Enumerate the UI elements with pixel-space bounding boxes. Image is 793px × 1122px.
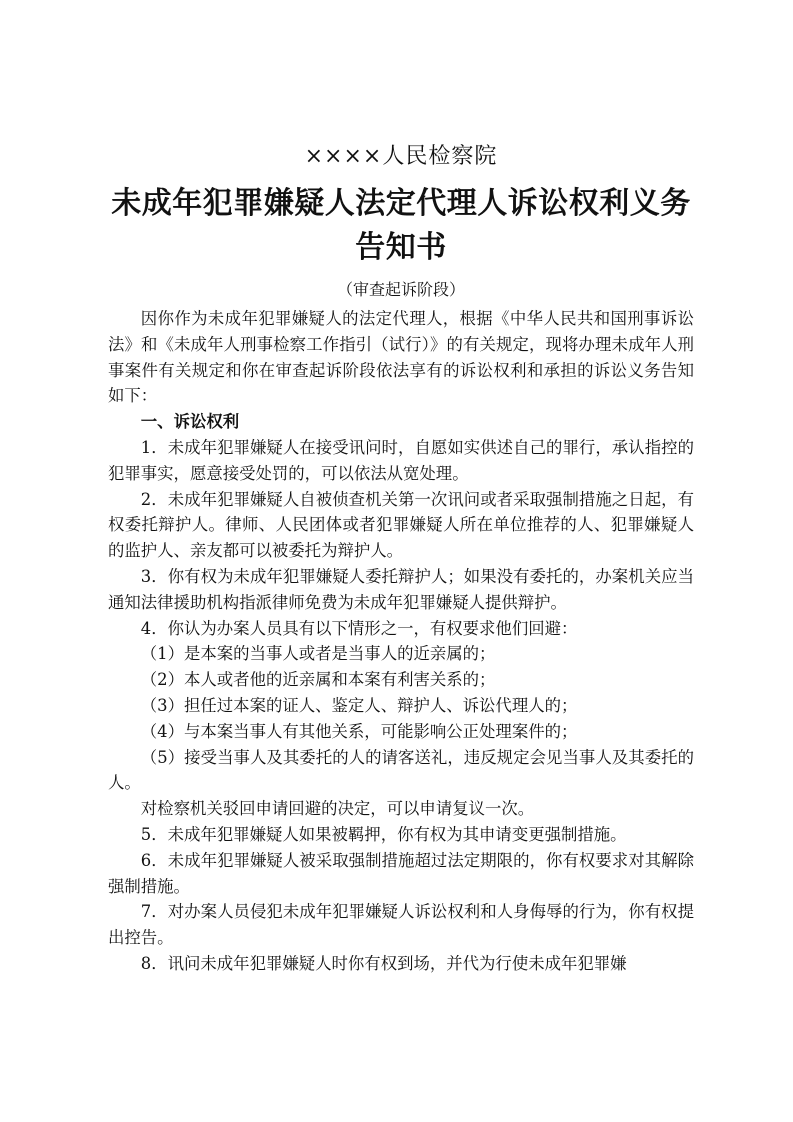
recusal-case-3: （3）担任过本案的证人、鉴定人、辩护人、诉讼代理人的； — [140, 695, 578, 715]
recusal-case-4: （4）与本案当事人有其他关系，可能影响公正处理案件的； — [140, 721, 578, 741]
recusal-review-note: 对检察机关驳回申请回避的决定，可以申请复议一次。 — [140, 799, 535, 819]
rights-item-1: 1．未成年犯罪嫌疑人在接受讯问时，自愿如实供述自己的罪行，承认指控的犯罪事实，愿意接受处罚的，可以依法从宽处理。 — [108, 437, 694, 483]
rights-item-3: 3．你有权为未成年犯罪嫌疑人委托辩护人；如果没有委托的，办案机关应当通知法律援助机构指派律师免费为未成年犯罪嫌疑人提供辩护。 — [108, 566, 694, 612]
recusal-case-1: （1）是本案的当事人或者是当事人的近亲属的； — [140, 644, 496, 664]
document-page — [108, 140, 694, 977]
document-title-line-2: 告知书 — [355, 230, 447, 265]
organization-name: ××××人民检察院 — [304, 144, 498, 169]
recusal-case-2: （2）本人或者他的近亲属和本案有利害关系的； — [140, 670, 496, 690]
procedure-stage: （审查起诉阶段） — [336, 280, 465, 299]
document-title-line-1: 未成年犯罪嫌疑人法定代理人诉讼权利义务 — [111, 186, 691, 221]
section-heading-rights: 一、诉讼权利 — [140, 412, 240, 432]
rights-item-2: 2．未成年犯罪嫌疑人自被侦查机关第一次讯问或者采取强制措施之日起，有权委托辩护人。律师、人民团体或者犯罪嫌疑人所在单位推荐的人、犯罪嫌疑人的监护人、亲友都可以被委托为辩护人。 — [108, 489, 694, 561]
document-body — [108, 306, 694, 977]
rights-item-6: 6．未成年犯罪嫌疑人被采取强制措施超过法定期限的，你有权要求对其解除强制措施。 — [108, 850, 694, 896]
intro-paragraph: 因你作为未成年犯罪嫌疑人的法定代理人，根据《中华人民共和国刑事诉讼法》和《未成年人刑事检察工作指引（试行）》的有关规定，现将办理未成年人刑事案件有关规定和你在审查起诉阶段依法享有的诉讼权利和承担的诉讼义务告知如下： — [108, 309, 694, 406]
recusal-case-5: （5）接受当事人及其委托的人的请客送礼，违反规定会见当事人及其委托的人。 — [108, 747, 694, 793]
rights-item-7: 7．对办案人员侵犯未成年犯罪嫌疑人诉讼权利和人身侮辱的行为，你有权提出控告。 — [108, 902, 694, 948]
rights-item-5: 5．未成年犯罪嫌疑人如果被羁押，你有权为其申请变更强制措施。 — [140, 824, 627, 844]
rights-item-8: 8．讯问未成年犯罪嫌疑人时你有权到场，并代为行使未成年犯罪嫌 — [140, 953, 627, 973]
document-title — [108, 182, 694, 270]
rights-item-4: 4．你认为办案人员具有以下情形之一，有权要求他们回避： — [140, 618, 578, 638]
